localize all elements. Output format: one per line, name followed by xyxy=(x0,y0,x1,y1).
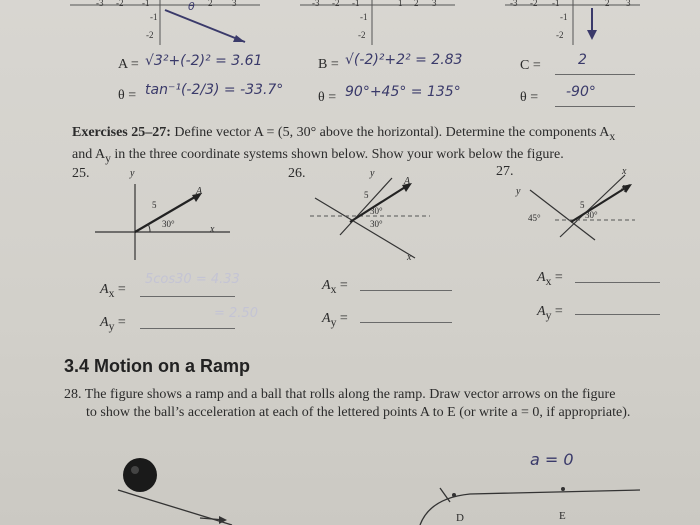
g2-tick: -1 xyxy=(360,12,368,22)
g3-tick: -1 xyxy=(560,12,568,22)
g2-tick: 2 xyxy=(414,0,419,8)
g3-tick: -2 xyxy=(530,0,538,8)
figure-26 xyxy=(310,170,450,265)
exercise-26-number: 26. xyxy=(288,166,306,181)
f27-ay-line xyxy=(575,300,660,315)
g1-tick: -1 xyxy=(150,12,158,22)
ramp-figure xyxy=(0,440,700,525)
b-work: √(-2)²+2² = 2.83 xyxy=(345,52,463,68)
theta1-label: θ = xyxy=(118,88,137,103)
exercises-line1: Define vector A = (5, 30° above the horizontal). Determine the components A xyxy=(170,125,610,140)
g1-tick: -2 xyxy=(116,0,124,8)
f25-ay-label: $A_y$ = xyxy=(100,315,126,333)
g2-tick: -2 xyxy=(358,30,366,40)
section-title: 3.4 Motion on a Ramp xyxy=(64,356,251,376)
g3-tick: -1 xyxy=(552,0,560,8)
g1-tick: 2 xyxy=(208,0,213,8)
g2-tick: -1 xyxy=(352,0,360,8)
f25-magnitude: 5 xyxy=(152,200,157,210)
f27-x-label: x xyxy=(622,166,627,177)
f27-ay-label: $A_y$ = xyxy=(537,304,563,322)
ramp-note: a = 0 xyxy=(530,450,574,469)
f26-angle-1: 30° xyxy=(370,206,383,216)
theta3-work: -90° xyxy=(566,84,596,100)
theta2-work: 90°+45° = 135° xyxy=(345,84,461,100)
f26-vector-label: A xyxy=(404,176,411,187)
a-label: A = xyxy=(118,57,139,72)
f27-ax-label: $A_x$ = xyxy=(537,270,563,288)
theta3-label: θ = xyxy=(520,90,539,105)
g1-tick: -1 xyxy=(142,0,150,8)
f25-y-label: y xyxy=(130,168,135,179)
a-work: √3²+(-2)² = 3.61 xyxy=(145,53,263,69)
g3-tick: -2 xyxy=(556,30,564,40)
c-work: 2 xyxy=(578,52,587,68)
f25-x-label: x xyxy=(210,224,215,235)
question-28 xyxy=(64,386,696,422)
f27-y-label: y xyxy=(516,186,521,197)
question-28-line-1: 28. The figure shows a ramp and a ball that rolls along the ramp. Draw vector arrows on the figure xyxy=(64,387,616,402)
f27-ax-line xyxy=(575,268,660,283)
b-label: B = xyxy=(318,57,339,72)
f25-ax-work: 5cos30 = 4.33 xyxy=(145,272,240,287)
g3-tick: -3 xyxy=(510,0,518,8)
g1-tick: -2 xyxy=(146,30,154,40)
exercises-heading: Exercises 25–27: xyxy=(72,125,171,140)
f27-magnitude: 5 xyxy=(580,200,585,210)
f25-ax-label: $A_x$ = xyxy=(100,282,126,300)
exercises-line2: and A xyxy=(72,146,106,162)
top-graphs xyxy=(0,0,700,50)
f26-angle-2: 30° xyxy=(370,219,383,229)
exercises-line1-sub: x xyxy=(609,129,616,143)
g2-tick: 1 xyxy=(398,0,403,8)
g2-tick: 3 xyxy=(432,0,437,8)
exercises-line2-sub: y xyxy=(105,151,111,165)
f26-ax-label: $A_x$ = xyxy=(322,278,348,296)
theta2-label: θ = xyxy=(318,90,337,105)
f26-ay-line xyxy=(360,308,452,323)
theta1-work: tan⁻¹(-2/3) = -33.7° xyxy=(145,82,284,98)
g2-tick: -3 xyxy=(312,0,320,8)
f27-angle-2: 30° xyxy=(585,210,598,220)
g2-tick: -2 xyxy=(332,0,340,8)
f25-vector-label: A xyxy=(196,186,203,197)
exercise-27-number: 27. xyxy=(496,164,514,179)
f26-x-label: x xyxy=(407,252,412,263)
f26-ax-line xyxy=(360,276,452,291)
c-label: C = xyxy=(520,58,541,73)
g1-tick: -3 xyxy=(96,0,104,8)
g3-tick: 3 xyxy=(626,0,631,8)
g3-tick: 2 xyxy=(605,0,610,8)
f27-angle-1: 45° xyxy=(528,213,541,223)
exercises-text xyxy=(72,124,692,168)
f27-vector-label: A xyxy=(620,184,627,195)
c-answer-line xyxy=(555,60,635,75)
f26-ay-label: $A_y$ = xyxy=(322,311,348,329)
f26-magnitude: 5 xyxy=(364,190,369,200)
question-28-line-2: to show the ball’s acceleration at each of the lettered points A to E (or write a = 0, if appropriate). xyxy=(86,405,631,420)
f25-angle: 30° xyxy=(162,219,175,229)
f25-ay-work: = 2.50 xyxy=(214,306,258,321)
exercise-25-number: 25. xyxy=(72,166,90,181)
point-e-label: E xyxy=(559,510,566,522)
g1-theta-note: θ xyxy=(188,0,195,13)
f26-y-label: y xyxy=(370,168,375,179)
g1-tick: 3 xyxy=(232,0,237,8)
point-d-label: D xyxy=(456,512,464,524)
exercises-line2-rest: in the three coordinate systems shown below. Show your work below the figure. xyxy=(110,146,564,162)
